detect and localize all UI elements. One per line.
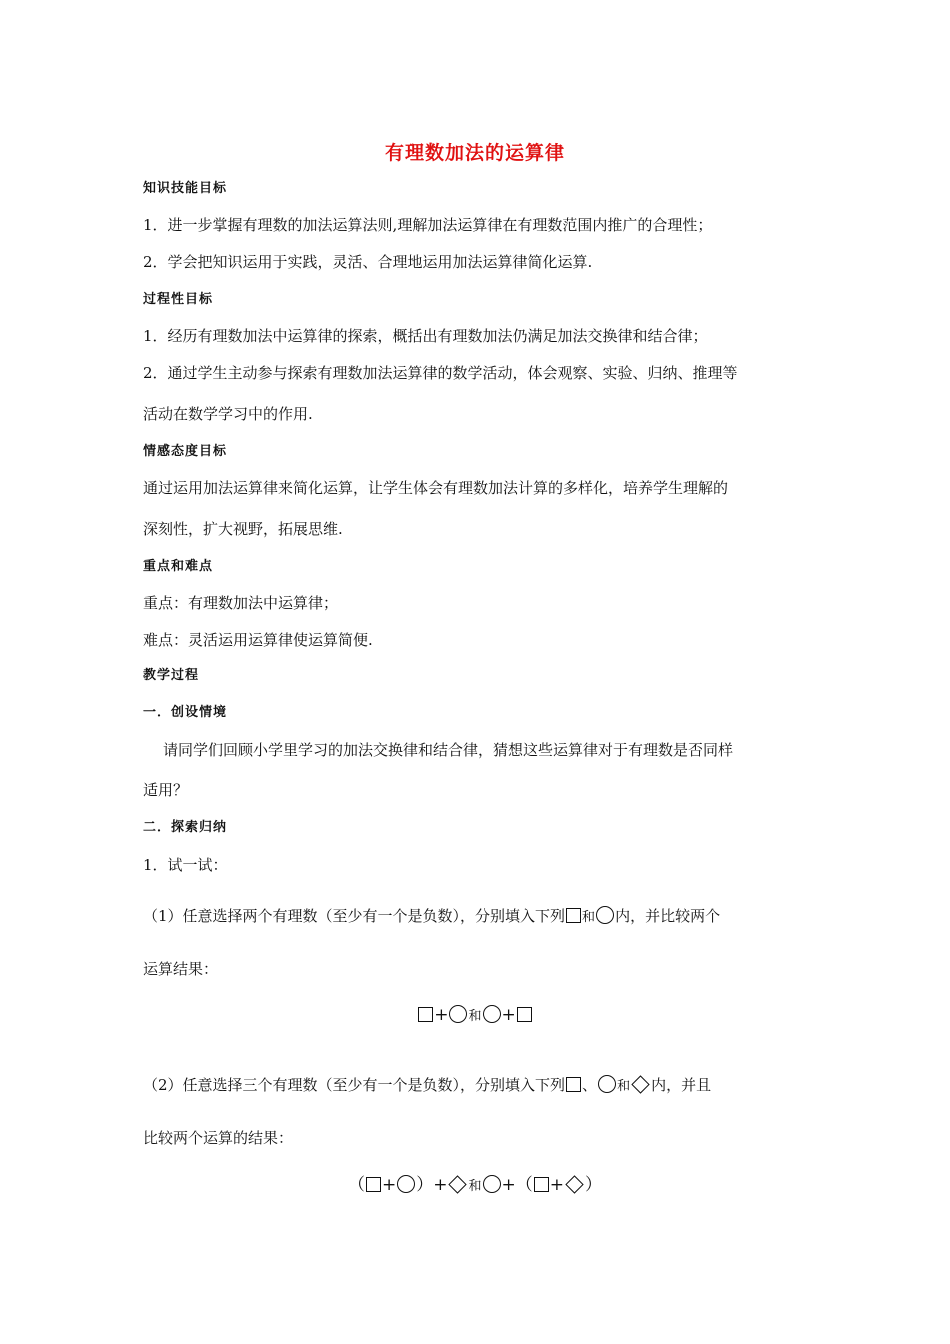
equation-1-and: 和	[468, 1009, 482, 1024]
equation-2-and: 和	[468, 1179, 482, 1194]
circle-icon	[596, 906, 614, 924]
knowledge-item-2: 2．学会把知识运用于实践，灵活、合理地运用加法运算律简化运算.	[143, 253, 593, 271]
question-1-line-1	[143, 905, 720, 929]
emotion-line-1: 通过运用加法运算律来简化运算，让学生体会有理数加法计算的多样化，培养学生理解的	[143, 479, 729, 497]
key-point: 重点：有理数加法中运算律；	[143, 594, 339, 612]
heading-teaching-process: 教学过程	[143, 668, 200, 683]
square-icon	[418, 1007, 433, 1022]
difficult-point: 难点：灵活运用运算律使运算简便.	[143, 631, 373, 649]
heading-part-1: 一．创设情境	[143, 705, 228, 720]
diamond-icon	[631, 1075, 649, 1093]
question-1-suffix: 内，并比较两个	[615, 907, 721, 925]
plus-sign: +	[433, 1175, 448, 1195]
heading-knowledge-goals: 知识技能目标	[143, 181, 228, 196]
part-2-sub-1: 1．试一试：	[143, 856, 228, 874]
part-1-line-2: 适用？	[143, 781, 189, 799]
circle-icon	[483, 1005, 501, 1023]
diamond-icon	[449, 1175, 467, 1193]
right-paren: ）	[416, 1175, 434, 1195]
question-1-prefix: （1）任意选择两个有理数（至少有一个是负数），分别填入下列	[143, 907, 566, 925]
right-paren: ）	[585, 1175, 602, 1195]
circle-icon	[483, 1175, 501, 1193]
square-icon	[517, 1007, 532, 1022]
process-item-2-line-1: 2．通过学生主动参与探索有理数加法运算律的数学活动，体会观察、实验、归纳、推理等	[143, 364, 738, 382]
plus-sign: +	[434, 1005, 449, 1025]
circle-icon	[449, 1005, 467, 1023]
question-2-separator: 、	[582, 1076, 598, 1094]
square-icon	[534, 1177, 549, 1192]
question-2-and: 和	[617, 1079, 631, 1094]
square-icon	[566, 1077, 581, 1092]
equation-2	[0, 1172, 950, 1200]
heading-key-points: 重点和难点	[143, 559, 214, 574]
heading-part-2: 二．探索归纳	[143, 820, 228, 835]
question-2-line-1	[143, 1074, 711, 1098]
emotion-line-2: 深刻性，扩大视野，拓展思维.	[143, 520, 343, 538]
heading-emotion-goals: 情感态度目标	[143, 444, 228, 459]
plus-sign: +	[381, 1175, 397, 1195]
equation-1	[0, 1002, 950, 1030]
square-icon	[366, 1177, 381, 1192]
question-1-line-2: 运算结果：	[143, 960, 219, 978]
question-2-suffix: 内，并且	[651, 1076, 712, 1094]
square-icon	[566, 908, 581, 923]
circle-icon	[598, 1075, 616, 1093]
plus-sign: +	[549, 1175, 564, 1195]
heading-process-goals: 过程性目标	[143, 292, 214, 307]
left-paren: （	[347, 1175, 365, 1195]
question-2-prefix: （2）任意选择三个有理数（至少有一个是负数），分别填入下列	[143, 1076, 566, 1094]
question-2-line-2: 比较两个运算的结果：	[143, 1129, 294, 1147]
process-item-1: 1．经历有理数加法中运算律的探索，概括出有理数加法仍满足加法交换律和结合律；	[143, 327, 708, 345]
question-1-and: 和	[582, 910, 596, 925]
plus-sign: +	[501, 1175, 516, 1195]
knowledge-item-1: 1．进一步掌握有理数的加法运算法则,理解加法运算律在有理数范围内推广的合理性；	[143, 216, 713, 234]
document-title: 有理数加法的运算律	[384, 142, 565, 164]
circle-icon	[397, 1175, 415, 1193]
part-1-line-1: 请同学们回顾小学里学习的加法交换律和结合律，猜想这些运算律对于有理数是否同样	[163, 741, 734, 759]
left-paren: （	[515, 1175, 533, 1195]
diamond-icon	[565, 1175, 583, 1193]
process-item-2-line-2: 活动在数学学习中的作用.	[143, 405, 313, 423]
plus-sign: +	[501, 1005, 516, 1025]
